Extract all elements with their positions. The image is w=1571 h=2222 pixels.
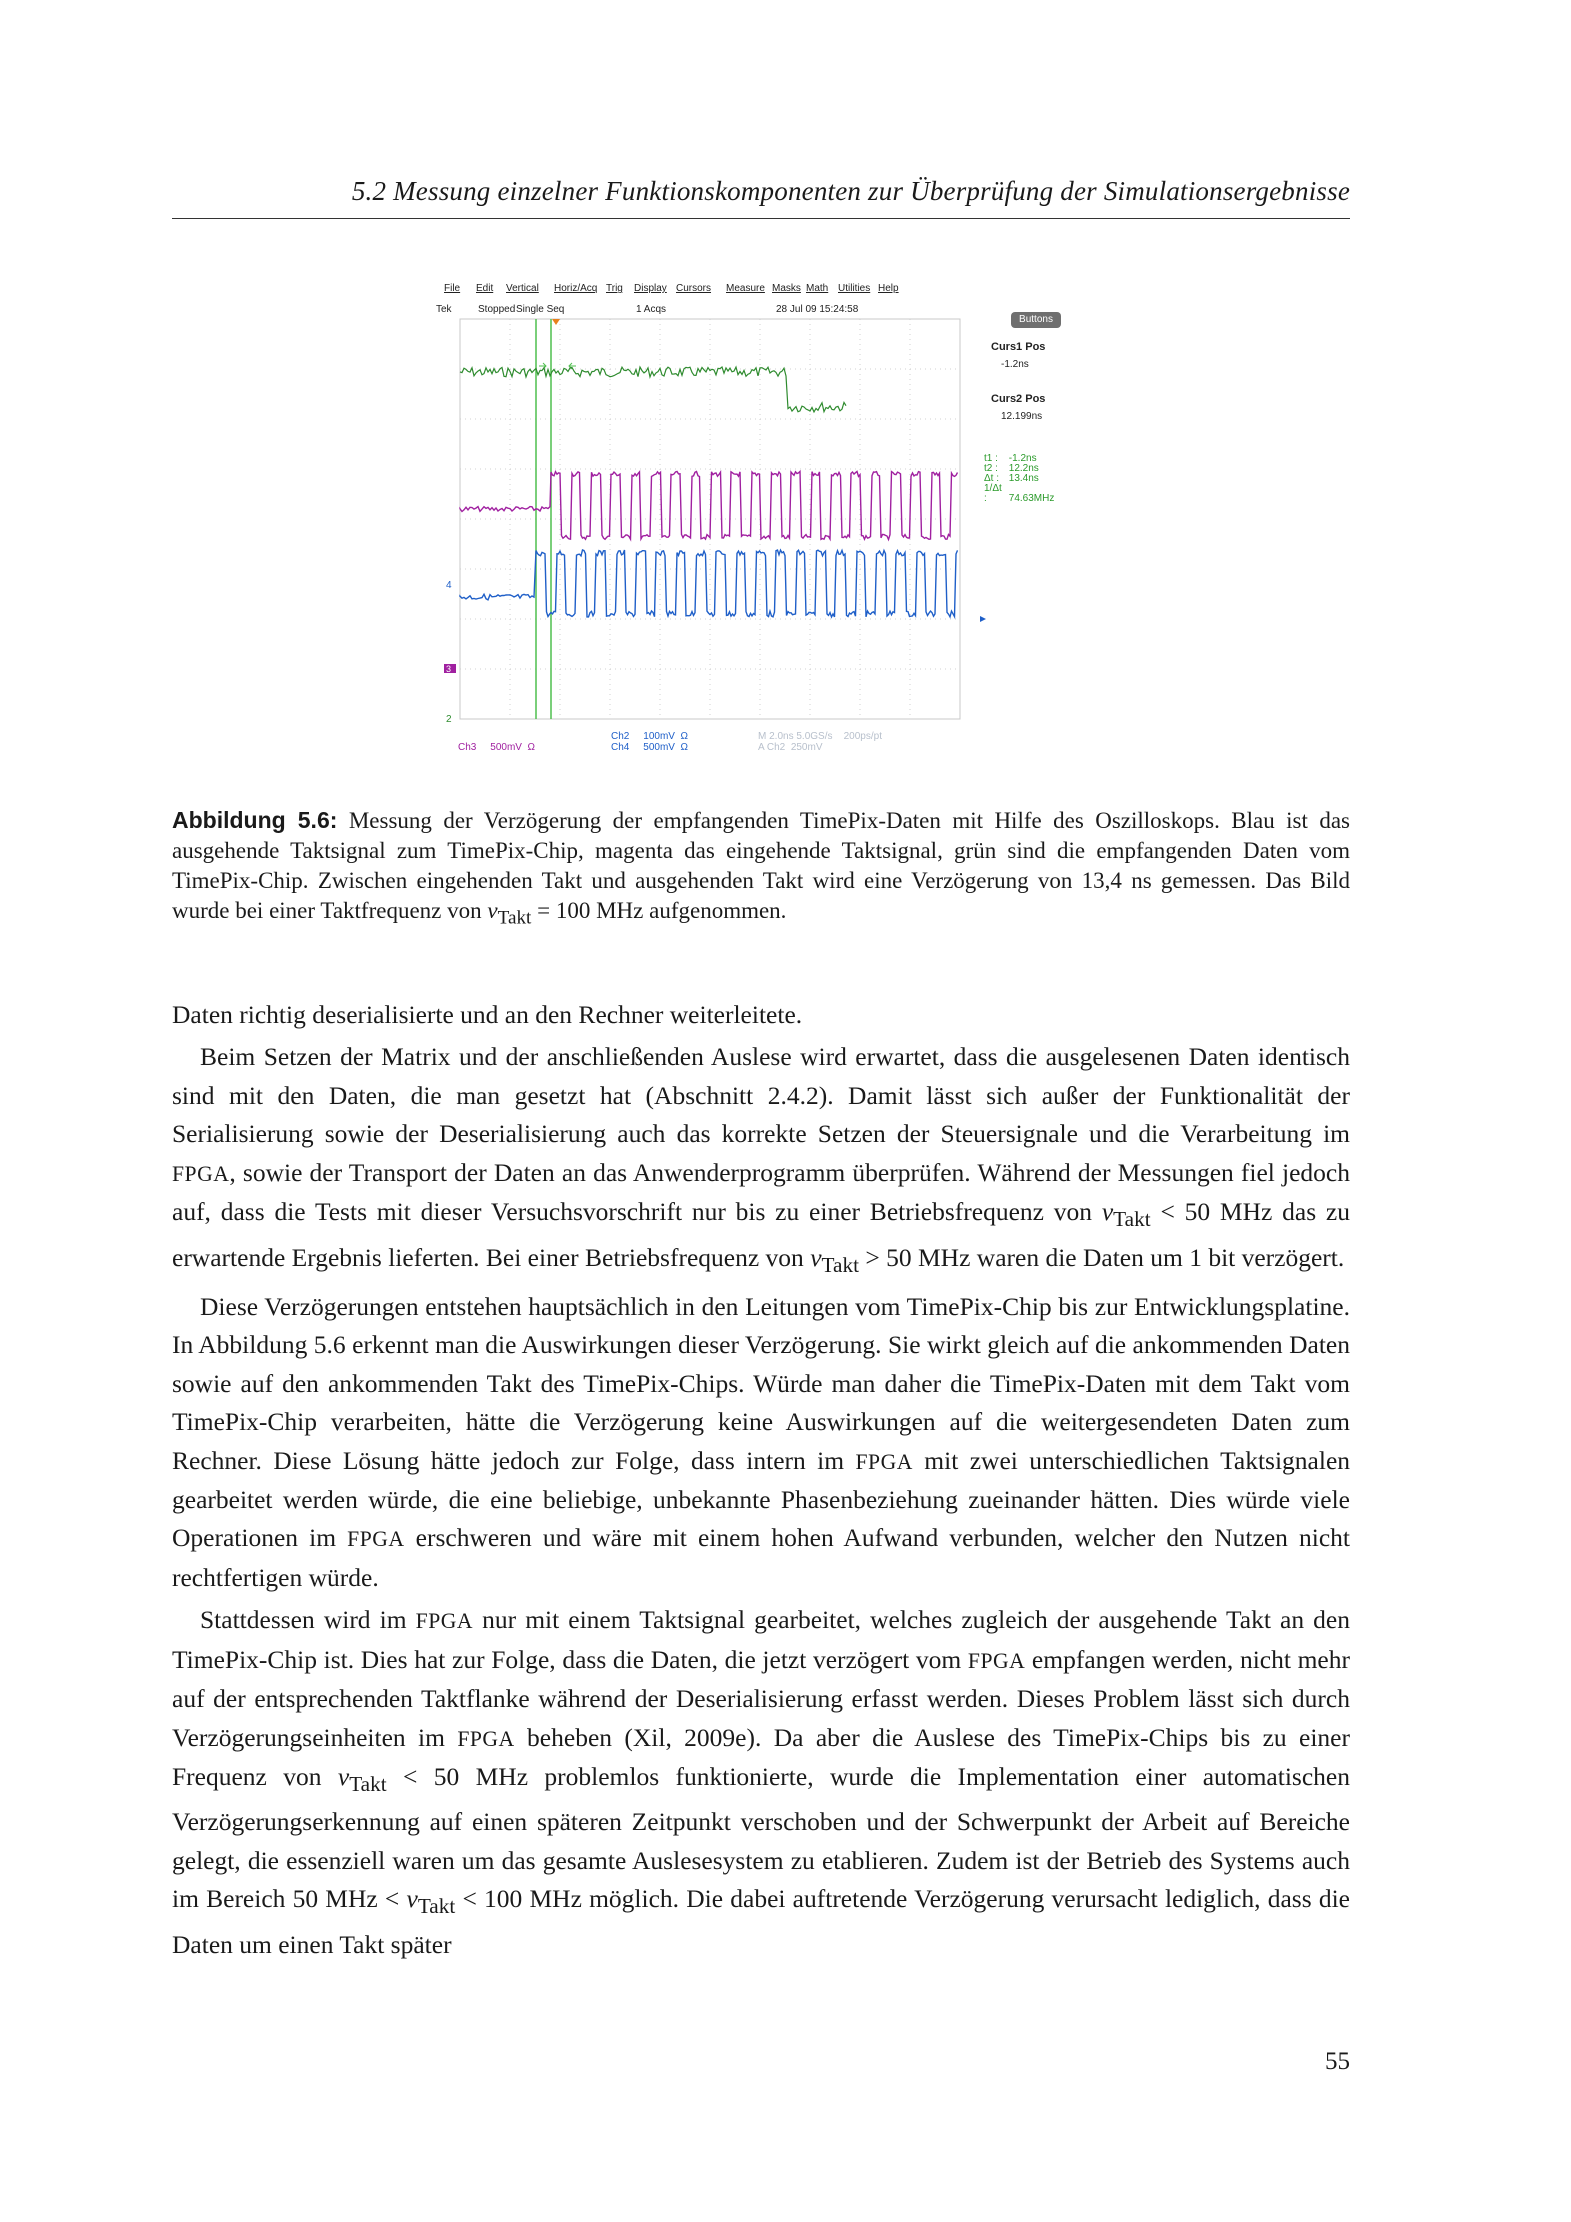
- paragraph-3: Diese Verzögerungen entstehen hauptsächlich in den Leitungen vom TimePix-Chip bis zur Entwicklungsplatine. In Abbildung 5.6 erkennt man die Auswirkungen dieser Verzögerung. Sie wirkt gleich auf die ankommenden Daten sowie auf den ankommenden Takt des TimePix-Chips. Würde man daher die TimePix-Daten mit dem Takt vom TimePix-Chip verarbeiten, hätte die Verzögerung keine Auswirkungen auf die weitergesendeten Daten zum Rechner. Diese Lösung hätte jedoch zur Folge, dass intern im FPGA mit zwei unterschiedlichen Taktsignalen gearbeitet werden würde, die eine beliebige, unbekannte Phasenbeziehung zueinander hätten. Dies würde viele Operationen im FPGA erschweren und wäre mit einem hohen Aufwand verbunden, welcher den Nutzen nicht rechtfertigen würde.: [172, 1292, 1351, 1592]
- measurement-row: t2 : 12.2ns: [984, 463, 1039, 474]
- paragraph-1: Daten richtig deserialisierte und an den Rechner weiterleitete.: [172, 1000, 803, 1029]
- menu-trig[interactable]: Trig: [606, 283, 623, 294]
- incoming-clock-waveform-magenta: [460, 472, 958, 540]
- ch2-ch4-labels: [611, 731, 688, 753]
- channel-4-marker: 4: [446, 580, 452, 591]
- channel-3-marker: 3: [446, 664, 452, 674]
- caption-text-2: = 100 MHz aufgenommen.: [531, 898, 787, 923]
- paragraph-2: Beim Setzen der Matrix und der anschließenden Auslese wird erwartet, dass die ausgelesenen Daten identisch sind mit den Daten, die man gesetzt hat (Abschnitt 2.4.2). Damit lässt sich außer der Funktionalität der Serialisierung sowie der Deserialisierung auch das korrekte Setzen der Steuersignale und die Verarbeitung im FPGA, sowie der Transport der Daten an das Anwenderprogramm überprüfen. Während der Messungen fiel jedoch auf, dass die Tests mit dieser Versuchsvorschrift nur bis zu einer Betriebsfrequenz von $v_{Takt} < 50$ MHz das zu erwartende Ergebnis lieferten. Bei einer Betriebsfrequenz von $v_{Takt} > 50$ MHz waren die Daten um 1 bit verzögert.: [172, 1042, 1350, 1277]
- brand-label: Tek: [436, 304, 452, 315]
- figure-caption: Abbildung 5.6: Messung der Verzögerung der empfangenden TimePix-Daten mit Hilfe des Oszilloskops. Blau ist das ausgehende Taktsignal zum TimePix-Chip, magenta das eingehende Taktsignal, grün sind die empfangenden Daten vom TimePix-Chip. Zwischen eingehenden Takt und ausgehenden Takt wird eine Verzögerung von 13,4 ns gemessen. Das Bild wurde bei einer Taktfrequenz von $v_{Takt} = 100$ MHz aufgenommen.: [172, 807, 1350, 929]
- waveform-display: [436, 279, 1087, 757]
- caption-label: Abbildung 5.6:: [172, 807, 338, 833]
- ch3-label: Ch3 500mV Ω: [458, 742, 535, 753]
- scope-timestamp: 28 Jul 09 15:24:58: [776, 304, 859, 315]
- page-number: 55: [1325, 2048, 1350, 2075]
- menu-edit[interactable]: Edit: [476, 283, 494, 294]
- menu-masks[interactable]: Masks: [772, 283, 801, 294]
- measurement-row: 1/Δt : 74.63MHz: [984, 483, 1055, 504]
- timebase-readout: M 2.0ns 5.0GS/s 200ps/pt A Ch2 250mV: [758, 731, 882, 753]
- cursor2-title: Curs2 Pos: [991, 393, 1046, 405]
- ch2-label: Ch2 100mV Ω: [611, 731, 688, 742]
- acq-mode: Single Seq: [516, 304, 565, 315]
- cursor1-arrow-icon: [539, 363, 546, 369]
- running-head: 5.2 Messung einzelner Funktionskomponenten zur Überprüfung der Simulationsergebnisse: [351, 176, 1350, 206]
- menu-help[interactable]: Help: [878, 283, 899, 294]
- channel-2-marker: 2: [446, 714, 452, 725]
- menu-file[interactable]: File: [444, 283, 461, 294]
- menu-math[interactable]: Math: [806, 283, 829, 294]
- header-rule: [172, 218, 1350, 219]
- run-state: Stopped: [478, 304, 516, 315]
- cursor1-value: -1.2ns: [1001, 359, 1029, 370]
- buttons-button[interactable]: Buttons: [1011, 312, 1061, 328]
- paragraph-4: Stattdessen wird im FPGA nur mit einem Taktsignal gearbeitet, welches zugleich der ausgehende Takt an den TimePix-Chip ist. Dies hat zur Folge, dass die Daten, die jetzt verzögert vom FPGA empfangen werden, nicht mehr auf der entsprechenden Taktflanke während der Deserialisierung erfasst werden. Dieses Problem lässt sich durch Verzögerungseinheiten im FPGA beheben (Xil, 2009e). Da aber die Auslese des TimePix-Chips bis zu einer Frequenz von $v_{Takt} < 50$ MHz problemlos funktionierte, wurde die Implementation einer automatischen Verzögerungserkennung auf einen späteren Zeitpunkt verschoben und der Schwerpunkt der Arbeit auf Bereiche gelegt, die essenziell waren um das gesamte Auslesesystem zu etablieren. Zudem ist der Betrieb des Systems auch im Bereich 50 MHz < $v_{Takt} < 100$ MHz möglich. Die dabei auftretende Verzögerung verursacht lediglich, dass die Daten um einen Takt später: [172, 1605, 1350, 1959]
- acq-count: 1 Acqs: [636, 304, 667, 315]
- oscilloscope-figure: [436, 279, 1087, 757]
- menu-display[interactable]: Display: [634, 283, 667, 294]
- outgoing-clock-waveform-blue: [460, 550, 958, 617]
- data-waveform-green: [460, 367, 846, 412]
- menu-horiz-acq[interactable]: Horiz/Acq: [554, 283, 598, 294]
- ch4-label: Ch4 500mV Ω: [611, 742, 688, 753]
- menu-vertical[interactable]: Vertical: [506, 283, 539, 294]
- cursor1-title: Curs1 Pos: [991, 341, 1046, 353]
- trigger-position-icon: [552, 319, 560, 325]
- trigger-level-icon: [980, 616, 986, 622]
- measurement-row: t1 : -1.2ns: [984, 453, 1037, 464]
- menu-cursors[interactable]: Cursors: [676, 283, 712, 294]
- body-text: [172, 996, 1350, 1964]
- cursor2-value: 12.199ns: [1001, 411, 1043, 422]
- caption-text-1: Messung der Verzögerung der empfangenden TimePix-Daten mit Hilfe des Oszilloskops. Blau ist das ausgehende Taktsignal zum TimePix-Chip, magenta das eingehende Taktsignal, grün sind die empfangenden Daten vom TimePix-Chip. Zwischen eingehenden Takt und ausgehenden Takt wird eine Verzögerung von 13,4 ns gemessen. Das Bild wurde bei einer Taktfrequenz von: [172, 808, 1350, 923]
- measurement-row: Δt : 13.4ns: [984, 473, 1039, 484]
- menu-measure[interactable]: Measure: [726, 283, 765, 294]
- menu-utilities[interactable]: Utilities: [838, 283, 871, 294]
